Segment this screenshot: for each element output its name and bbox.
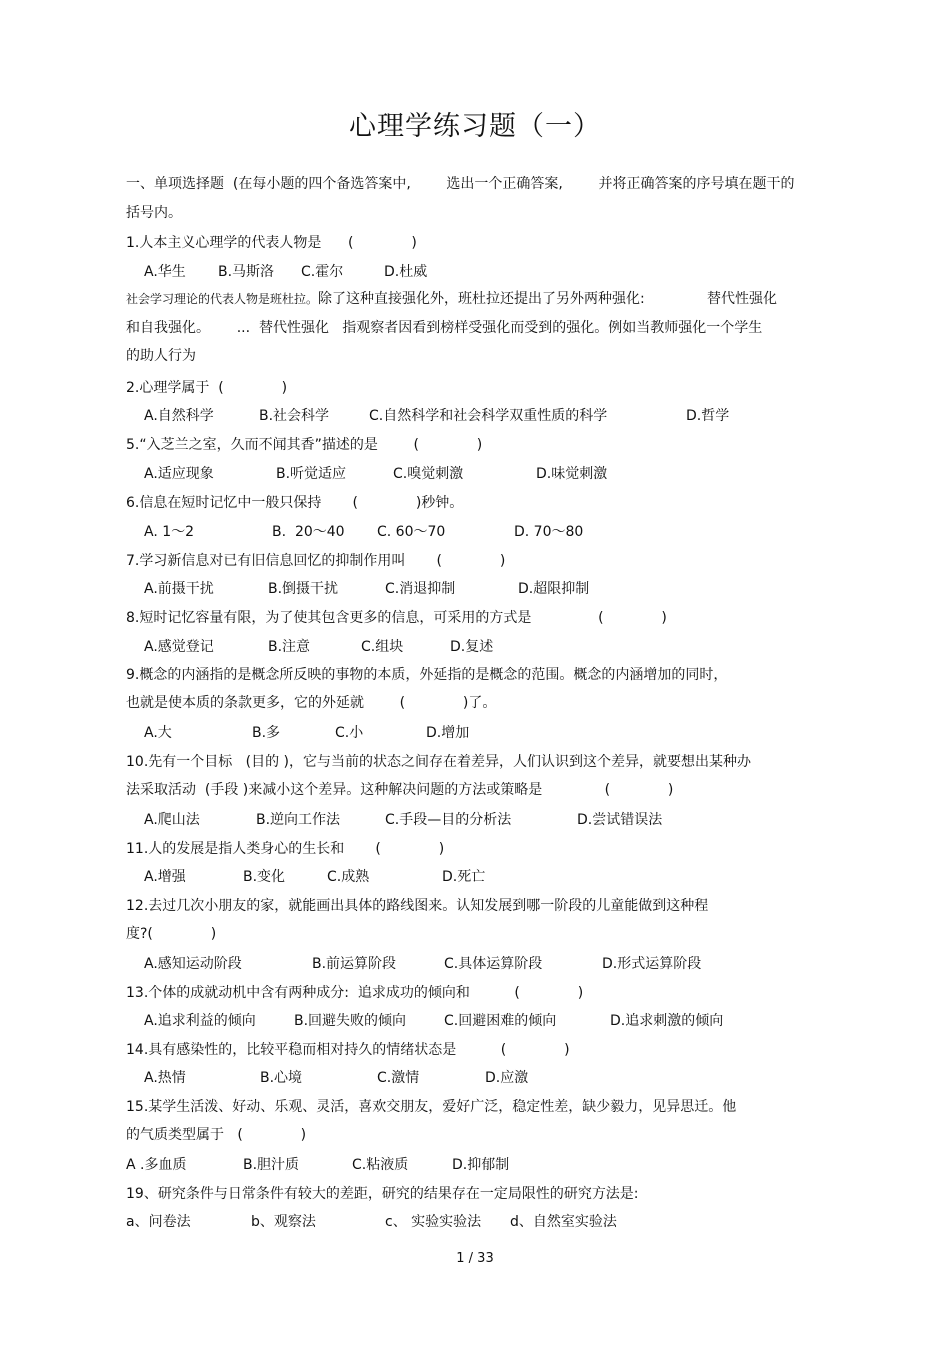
question-14-stem: 14.具有感染性的，比较平稳而相对持久的情绪状态是 ( ) [126,1042,570,1058]
question-2-stem: 2.心理学属于 ( ) [126,380,288,396]
instructions-line-2: 括号内。 [126,205,182,221]
q14-option-c: C.激情 [377,1070,420,1086]
q11-option-d: D.死亡 [442,869,486,885]
q10-option-a: A.爬山法 [144,812,200,828]
question-12-line-2: 度?( ) [126,926,217,942]
q11-option-a: A.增强 [144,869,186,885]
q7-option-c: C.消退抑制 [385,581,456,597]
q19-option-b: b、观察法 [251,1214,316,1230]
q13-option-d: D.追求刺激的倾向 [610,1013,724,1029]
q8-option-c: C.组块 [361,639,404,655]
question-6-stem: 6.信息在短时记忆中一般只保持 ( )秒钟。 [126,495,464,511]
question-10-line-2: 法采取活动 (手段 )来减小这个差异。这种解决问题的方法或策略是 ( ) [126,782,674,798]
question-11-stem: 11.人的发展是指人类身心的生长和 ( ) [126,841,445,857]
q1-note-line-1 [126,289,777,309]
q10-option-b: B.逆向工作法 [256,812,341,828]
q5-option-c: C.嗅觉刺激 [393,466,464,482]
q6-option-a: A. 1～2 [144,524,195,540]
q6-option-b: B. 20～40 [272,524,345,540]
q14-option-d: D.应激 [485,1070,529,1086]
q15-option-c: C.粘液质 [352,1157,409,1173]
q14-option-a: A.热情 [144,1070,186,1086]
q10-option-d: D.尝试错误法 [577,812,663,828]
question-15-line-1: 15.某学生活泼、好动、乐观、灵活，喜欢交朋友，爱好广泛，稳定性差，缺少毅力，见异思迁。他 [126,1099,737,1115]
question-5-stem: 5.“入芝兰之室，久而不闻其香”描述的是 ( ) [126,437,483,453]
q7-option-b: B.倒摄干扰 [268,581,339,597]
q6-option-d: D. 70～80 [514,524,584,540]
q19-option-d: d、自然室实验法 [510,1214,617,1230]
q10-option-c: C.手段—目的分析法 [385,812,512,828]
q8-option-a: A.感觉登记 [144,639,214,655]
q12-option-d: D.形式运算阶段 [602,956,702,972]
q12-option-b: B.前运算阶段 [312,956,397,972]
q8-option-b: B.注意 [268,639,311,655]
q7-option-d: D.超限抑制 [518,581,590,597]
instructions-line-1: 一、单项选择题 (在每小题的四个备选答案中, 选出一个正确答案, 并将正确答案的序号填在题干的 [126,176,795,192]
question-15-line-2: 的气质类型属于 ( ) [126,1127,307,1143]
q11-option-b: B.变化 [243,869,286,885]
q19-option-a: a、问卷法 [126,1214,191,1230]
q9-option-b: B.多 [252,725,281,741]
q2-option-d: D.哲学 [686,408,730,424]
q7-option-a: A.前摄干扰 [144,581,214,597]
question-9-line-1: 9.概念的内涵指的是概念所反映的事物的本质，外延指的是概念的范围。概念的内涵增加的同时， [126,667,728,683]
page-number: 1 / 33 [456,1251,494,1266]
q1-note-line-3: 的助人行为 [126,348,196,364]
q12-option-a: A.感知运动阶段 [144,956,242,972]
q2-option-a: A.自然科学 [144,408,214,424]
question-8-stem: 8.短时记忆容量有限，为了使其包含更多的信息，可采用的方式是 ( ) [126,610,667,626]
q13-option-a: A.追求利益的倾向 [144,1013,256,1029]
q9-option-a: A.大 [144,725,172,741]
q15-option-b: B.胆汁质 [243,1157,300,1173]
q11-option-c: C.成熟 [327,869,370,885]
q5-option-b: B.听觉适应 [276,466,347,482]
page-title: 心理学练习题（一） [349,111,601,142]
question-19-stem: 19、研究条件与日常条件有较大的差距，研究的结果存在一定局限性的研究方法是: [126,1186,639,1202]
q1-option-b: B.马斯洛 [218,264,275,280]
q13-option-c: C.回避困难的倾向 [444,1013,557,1029]
q14-option-b: B.心境 [260,1070,303,1086]
question-12-line-1: 12.去过几次小朋友的家，就能画出具体的路线图来。认知发展到哪一阶段的儿童能做到这种程 [126,898,709,914]
q9-option-d: D.增加 [426,725,470,741]
q2-option-c: C.自然科学和社会科学双重性质的科学 [369,408,608,424]
q8-option-d: D.复述 [450,639,494,655]
question-7-stem: 7.学习新信息对已有旧信息回忆的抑制作用叫 ( ) [126,553,506,569]
question-1-stem: 1.人本主义心理学的代表人物是 ( ) [126,235,417,251]
q1-note-line-2: 和自我强化。 ... 替代性强化 指观察者因看到榜样受强化而受到的强化。例如当教师强化一个学生 [126,320,763,336]
q19-option-c: c、 实验实验法 [385,1214,482,1230]
q2-option-b: B.社会科学 [259,408,330,424]
question-13-stem: 13.个体的成就动机中含有两种成分: 追求成功的倾向和 ( ) [126,985,584,1001]
q9-option-c: C.小 [335,725,364,741]
q1-option-d: D.杜威 [384,264,428,280]
q15-option-a: A .多血质 [126,1157,187,1173]
q12-option-c: C.具体运算阶段 [444,956,543,972]
q1-option-c: C.霍尔 [301,264,344,280]
q1-note-small: 社会学习理论的代表人物是班杜拉。 [126,292,319,306]
q13-option-b: B.回避失败的倾向 [294,1013,407,1029]
question-9-line-2: 也就是使本质的条款更多，它的外延就 ( )了。 [126,695,497,711]
q5-option-a: A.适应现象 [144,466,214,482]
question-10-line-1: 10.先有一个目标 (目的 )，它与当前的状态之间存在着差异，人们认识到这个差异，就要想出某种办 [126,754,751,770]
q1-note-rest: 除了这种直接强化外，班杜拉还提出了另外两种强化: 替代性强化 [318,291,778,307]
q5-option-d: D.味觉刺激 [536,466,608,482]
q6-option-c: C. 60～70 [377,524,446,540]
q15-option-d: D.抑郁制 [452,1157,510,1173]
q1-option-a: A.华生 [144,264,186,280]
